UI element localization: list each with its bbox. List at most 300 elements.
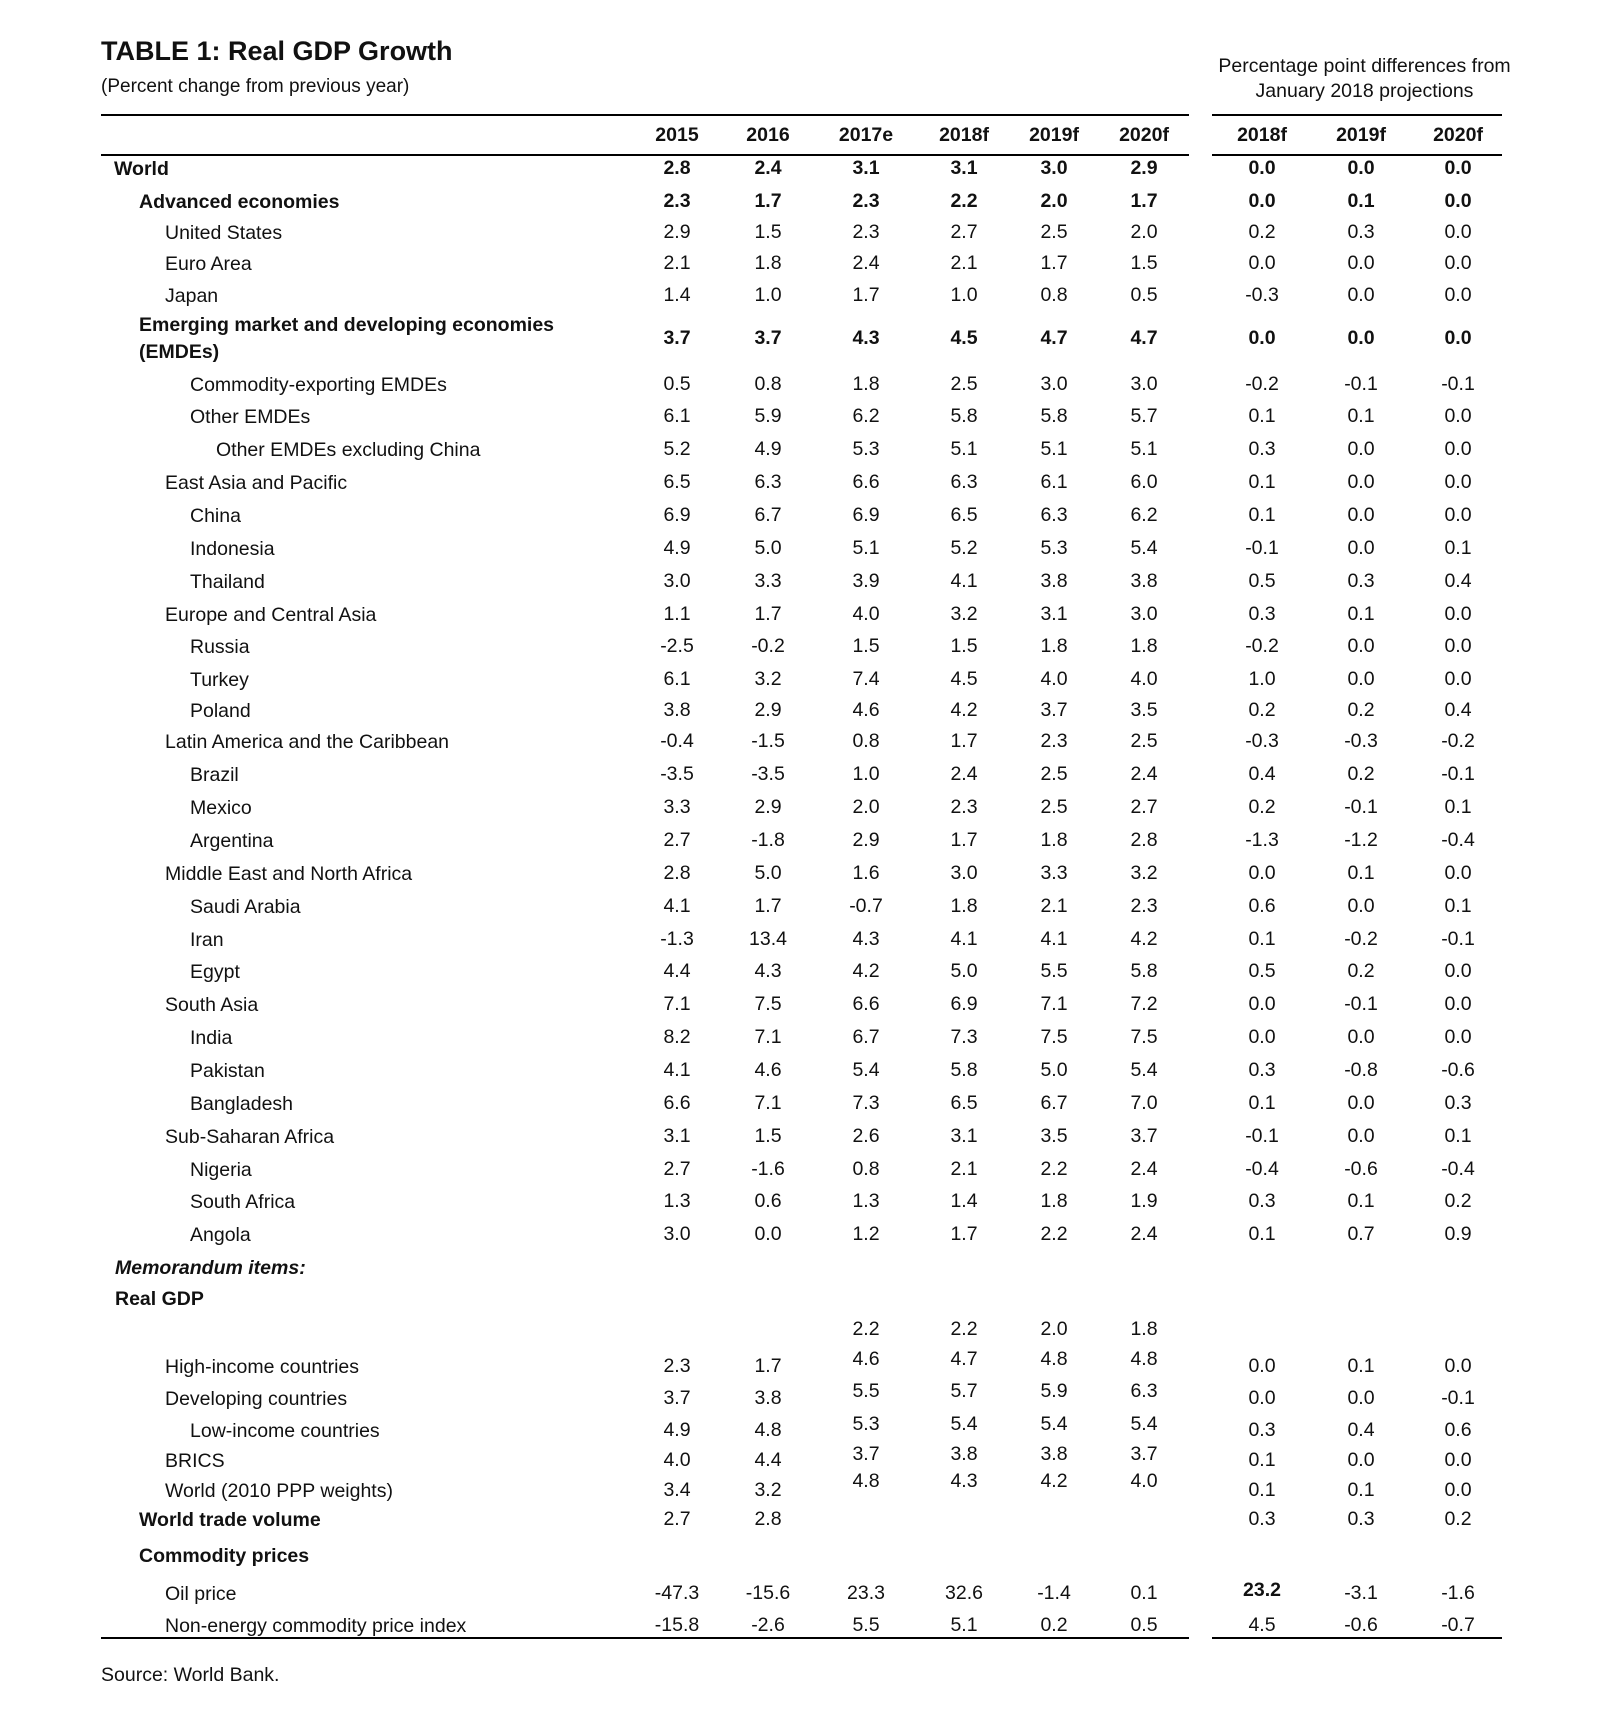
cell-2016: 4.3	[754, 960, 782, 982]
diff-cell-2019f: -0.2	[1344, 928, 1378, 950]
cell-2019f: 3.5	[1040, 1125, 1068, 1147]
cell-2020f: 1.8	[1130, 635, 1158, 657]
diff-cell-2019f: 0.0	[1347, 1092, 1375, 1114]
diff-cell-2020f: -0.4	[1441, 1158, 1475, 1180]
diff-cell-2020f: -1.6	[1441, 1582, 1475, 1604]
row-label: Non-energy commodity price index	[165, 1615, 467, 1637]
cell-2016: 1.7	[754, 603, 782, 625]
cell-2016: 3.3	[754, 570, 782, 592]
cell-2020f: 3.7	[1130, 1443, 1158, 1465]
diff-cell-2020f: 0.3	[1444, 1092, 1472, 1114]
diff-cell-2020f: 0.0	[1444, 668, 1472, 690]
cell-2020f: 0.5	[1130, 284, 1158, 306]
cell-2016: 1.8	[754, 252, 782, 274]
diff-cell-2020f: 0.1	[1444, 1125, 1472, 1147]
cell-2020f: 1.9	[1130, 1190, 1158, 1212]
row-label: Egypt	[190, 961, 240, 983]
diff-cell-2019f: 0.2	[1347, 960, 1375, 982]
cell-2018f: 6.5	[950, 1092, 978, 1114]
diff-cell-2020f: 0.0	[1444, 1449, 1472, 1471]
cell-2018f: 32.6	[945, 1582, 983, 1604]
cell-2018f: 5.0	[950, 960, 978, 982]
cell-2020f: 3.0	[1130, 373, 1158, 395]
diff-cell-2018f: 0.0	[1248, 190, 1276, 212]
cell-2018f: 5.1	[950, 1614, 978, 1636]
cell-2020f: 1.5	[1130, 252, 1158, 274]
row-label: Pakistan	[190, 1060, 265, 1082]
cell-2015: 1.3	[663, 1190, 691, 1212]
diff-cell-2020f: 0.9	[1444, 1223, 1472, 1245]
cell-2018f: 1.8	[950, 895, 978, 917]
cell-2019f: 1.7	[1040, 252, 1068, 274]
cell-2017e: 4.6	[852, 1348, 880, 1370]
cell-2020f: 0.5	[1130, 1614, 1158, 1636]
cell-2017e: 1.5	[852, 635, 880, 657]
cell-2019f: 2.5	[1040, 796, 1068, 818]
diff-cell-2019f: 0.2	[1347, 763, 1375, 785]
cell-2015: 6.9	[663, 504, 691, 526]
cell-2016: 1.5	[754, 221, 782, 243]
cell-2020f: 3.2	[1130, 862, 1158, 884]
cell-2019f: -1.4	[1037, 1582, 1071, 1604]
diff-cell-2019f: 0.3	[1347, 570, 1375, 592]
cell-2018f: 1.5	[950, 635, 978, 657]
cell-2016: 4.4	[754, 1449, 782, 1471]
cell-2018f: 4.1	[950, 928, 978, 950]
diff-cell-2019f: -1.2	[1344, 829, 1378, 851]
cell-2016: 3.8	[754, 1387, 782, 1409]
cell-2018f: 6.9	[950, 993, 978, 1015]
diff-cell-2020f: -0.2	[1441, 730, 1475, 752]
row-label: Memorandum items:	[115, 1257, 306, 1279]
diff-cell-2018f: 0.1	[1248, 471, 1276, 493]
row-label: Middle East and North Africa	[165, 863, 413, 885]
diff-cell-2018f: 0.1	[1248, 405, 1276, 427]
cell-2018f: 2.3	[950, 796, 978, 818]
cell-2019f: 4.8	[1040, 1348, 1068, 1370]
cell-2016: 1.7	[754, 895, 782, 917]
cell-2015: 3.7	[663, 1387, 691, 1409]
cell-2018f: 2.5	[950, 373, 978, 395]
cell-2020f: 5.4	[1130, 1413, 1158, 1435]
diff-cell-2018f: 0.0	[1248, 157, 1276, 179]
cell-2020f: 4.7	[1130, 327, 1158, 349]
cell-2015: 2.8	[663, 157, 691, 179]
diff-cell-2019f: 0.0	[1347, 668, 1375, 690]
cell-2016: 3.2	[754, 668, 782, 690]
cell-2015: 0.5	[663, 373, 691, 395]
cell-2015: -1.3	[660, 928, 694, 950]
diff-cell-2019f: 0.0	[1347, 252, 1375, 274]
cell-2017e: 1.0	[852, 763, 880, 785]
cell-2018f: 5.8	[950, 1059, 978, 1081]
diff-cell-2019f: 0.3	[1347, 221, 1375, 243]
diff-cell-2018f: -0.2	[1245, 635, 1279, 657]
cell-2018f: 4.5	[950, 327, 978, 349]
cell-2019f: 5.1	[1040, 438, 1068, 460]
diff-cell-2019f: 0.0	[1347, 471, 1375, 493]
cell-2020f: 2.7	[1130, 796, 1158, 818]
cell-2017e: -0.7	[849, 895, 883, 917]
diff-cell-2020f: 0.1	[1444, 796, 1472, 818]
cell-2020f: 2.8	[1130, 829, 1158, 851]
cell-2016: 3.7	[754, 327, 782, 349]
row-label: South Asia	[165, 994, 259, 1016]
row-label: Russia	[190, 636, 250, 658]
diff-cell-2020f: 0.0	[1444, 993, 1472, 1015]
cell-2017e: 6.2	[852, 405, 880, 427]
diff-cell-2019f: 0.0	[1347, 157, 1375, 179]
cell-2015: -3.5	[660, 763, 694, 785]
row-label: Mexico	[190, 797, 252, 819]
cell-2015: 2.3	[663, 1355, 691, 1377]
cell-2017e: 3.7	[852, 1443, 880, 1465]
cell-2015: 5.2	[663, 438, 691, 460]
cell-2017e: 1.7	[852, 284, 880, 306]
diff-cell-2020f: 0.6	[1444, 1419, 1472, 1441]
row-label: Latin America and the Caribbean	[165, 731, 450, 753]
diff-cell-2020f: -0.1	[1441, 763, 1475, 785]
diff-column-header-2020f: 2020f	[1433, 124, 1483, 146]
cell-2018f: 7.3	[950, 1026, 978, 1048]
cell-2020f: 5.7	[1130, 405, 1158, 427]
row-label: BRICS	[165, 1450, 225, 1472]
diff-column-header-2018f: 2018f	[1237, 124, 1287, 146]
cell-2016: 2.9	[754, 699, 782, 721]
cell-2018f: 2.4	[950, 763, 978, 785]
diff-cell-2019f: 0.0	[1347, 1125, 1375, 1147]
diff-cell-2019f: -0.3	[1344, 730, 1378, 752]
top-rule-left	[101, 114, 1189, 116]
diff-cell-2020f: -0.1	[1441, 373, 1475, 395]
cell-2015: 6.1	[663, 668, 691, 690]
cell-2019f: 3.3	[1040, 862, 1068, 884]
cell-2015: -15.8	[654, 1614, 700, 1636]
cell-2016: 3.2	[754, 1479, 782, 1501]
cell-2017e: 2.4	[852, 252, 880, 274]
column-header-2019f: 2019f	[1029, 124, 1079, 146]
cell-2018f: 3.1	[950, 157, 978, 179]
diff-cell-2019f: 0.0	[1347, 1026, 1375, 1048]
cell-2019f: 4.2	[1040, 1470, 1068, 1492]
diff-cell-2019f: -0.1	[1344, 993, 1378, 1015]
cell-2016: 0.6	[754, 1190, 782, 1212]
cell-2015: 1.4	[663, 284, 691, 306]
cell-2019f: 3.1	[1040, 603, 1068, 625]
row-label: East Asia and Pacific	[165, 472, 348, 494]
cell-2016: 7.5	[754, 993, 782, 1015]
cell-2019f: 6.3	[1040, 504, 1068, 526]
cell-2020f: 2.4	[1130, 763, 1158, 785]
diff-cell-2019f: 0.0	[1347, 284, 1375, 306]
cell-2019f: 3.8	[1040, 570, 1068, 592]
cell-2016: 2.8	[754, 1508, 782, 1530]
row-label: Bangladesh	[190, 1093, 294, 1115]
diff-cell-2018f: 0.5	[1248, 570, 1276, 592]
cell-2016: 5.9	[754, 405, 782, 427]
diff-cell-2018f: 4.5	[1248, 1614, 1276, 1636]
diff-cell-2020f: 0.0	[1444, 504, 1472, 526]
cell-2019f: 6.1	[1040, 471, 1068, 493]
column-header-2016: 2016	[746, 124, 790, 146]
cell-2019f: 1.8	[1040, 1190, 1068, 1212]
cell-2016: 4.8	[754, 1419, 782, 1441]
diff-cell-2018f: 0.0	[1248, 1387, 1276, 1409]
cell-2015: 4.9	[663, 537, 691, 559]
diff-cell-2018f: -0.3	[1245, 284, 1279, 306]
diff-column-header-2019f: 2019f	[1336, 124, 1386, 146]
cell-2017e: 6.9	[852, 504, 880, 526]
bottom-rule-right	[1212, 1637, 1502, 1639]
cell-2016: 1.5	[754, 1125, 782, 1147]
cell-2015: 2.7	[663, 1508, 691, 1530]
diff-cell-2018f: 0.0	[1248, 862, 1276, 884]
diff-cell-2018f: 0.2	[1248, 221, 1276, 243]
row-label: Other EMDEs excluding China	[216, 439, 481, 461]
diff-cell-2019f: 0.0	[1347, 504, 1375, 526]
cell-2017e: 1.8	[852, 373, 880, 395]
cell-2020f: 0.1	[1130, 1582, 1158, 1604]
diff-cell-2018f: 0.1	[1248, 928, 1276, 950]
diff-cell-2019f: 0.1	[1347, 1355, 1375, 1377]
cell-2016: 0.0	[754, 1223, 782, 1245]
diff-header: Percentage point differences from January 2018 projections	[1218, 55, 1511, 102]
diff-cell-2020f: -0.1	[1441, 928, 1475, 950]
cell-2017e: 2.0	[852, 796, 880, 818]
column-header-2020f: 2020f	[1119, 124, 1169, 146]
cell-2015: 4.1	[663, 1059, 691, 1081]
cell-2017e: 0.8	[852, 1158, 880, 1180]
row-label: Advanced economies	[139, 191, 340, 213]
diff-cell-2018f: -0.2	[1245, 373, 1279, 395]
cell-2018f: 2.2	[950, 190, 978, 212]
cell-2020f: 2.3	[1130, 895, 1158, 917]
diff-cell-2018f: 0.1	[1248, 1223, 1276, 1245]
diff-cell-2019f: 0.0	[1347, 1449, 1375, 1471]
cell-2020f: 4.2	[1130, 928, 1158, 950]
cell-2016: 6.3	[754, 471, 782, 493]
row-label: Developing countries	[165, 1388, 348, 1410]
diff-cell-2018f: 0.1	[1248, 1092, 1276, 1114]
cell-2017e: 4.6	[852, 699, 880, 721]
cell-2018f: 2.2	[950, 1318, 978, 1340]
header-rule-right	[1212, 154, 1502, 156]
cell-2016: -1.5	[751, 730, 785, 752]
cell-2020f: 2.4	[1130, 1223, 1158, 1245]
cell-2015: 3.4	[663, 1479, 691, 1501]
cell-2018f: 2.1	[950, 252, 978, 274]
cell-2015: 4.1	[663, 895, 691, 917]
diff-cell-2018f: 0.3	[1248, 1508, 1276, 1530]
cell-2017e: 7.4	[852, 668, 880, 690]
row-label: Real GDP	[115, 1288, 204, 1310]
diff-cell-2019f: 0.7	[1347, 1223, 1375, 1245]
diff-cell-2020f: -0.1	[1441, 1387, 1475, 1409]
cell-2017e: 5.1	[852, 537, 880, 559]
cell-2015: 2.3	[663, 190, 691, 212]
cell-2015: 3.3	[663, 796, 691, 818]
row-label: Commodity prices	[139, 1545, 310, 1567]
diff-cell-2020f: -0.4	[1441, 829, 1475, 851]
cell-2016: 5.0	[754, 537, 782, 559]
diff-cell-2020f: -0.6	[1441, 1059, 1475, 1081]
cell-2020f: 5.1	[1130, 438, 1158, 460]
diff-cell-2020f: 0.0	[1444, 1479, 1472, 1501]
diff-cell-2019f: -0.6	[1344, 1614, 1378, 1636]
cell-2017e: 23.3	[847, 1582, 885, 1604]
cell-2019f: 2.5	[1040, 221, 1068, 243]
column-header-2015: 2015	[655, 124, 699, 146]
cell-2018f: 6.5	[950, 504, 978, 526]
diff-cell-2019f: -0.1	[1344, 796, 1378, 818]
header-rule-left	[101, 154, 1189, 156]
cell-2018f: 1.7	[950, 1223, 978, 1245]
diff-cell-2020f: 0.0	[1444, 157, 1472, 179]
cell-2017e: 5.5	[852, 1380, 880, 1402]
row-label: High-income countries	[165, 1356, 360, 1378]
cell-2020f: 5.4	[1130, 1059, 1158, 1081]
cell-2019f: 5.3	[1040, 537, 1068, 559]
row-label: World trade volume	[139, 1509, 321, 1531]
cell-2019f: 5.4	[1040, 1413, 1068, 1435]
diff-cell-2018f: 0.5	[1248, 960, 1276, 982]
diff-cell-2020f: 0.0	[1444, 862, 1472, 884]
cell-2017e: 0.8	[852, 730, 880, 752]
cell-2018f: 5.4	[950, 1413, 978, 1435]
diff-cell-2019f: 0.0	[1347, 327, 1375, 349]
cell-2019f: 2.0	[1040, 1318, 1068, 1340]
cell-2018f: 1.4	[950, 1190, 978, 1212]
cell-2020f: 7.5	[1130, 1026, 1158, 1048]
cell-2017e: 4.3	[852, 928, 880, 950]
row-label: Europe and Central Asia	[165, 604, 377, 626]
cell-2020f: 4.0	[1130, 668, 1158, 690]
cell-2016: 4.9	[754, 438, 782, 460]
cell-2018f: 4.7	[950, 1348, 978, 1370]
cell-2018f: 5.2	[950, 537, 978, 559]
cell-2017e: 2.3	[852, 190, 880, 212]
cell-2015: 3.7	[663, 327, 691, 349]
cell-2017e: 6.6	[852, 471, 880, 493]
row-label: United States	[165, 222, 283, 244]
diff-cell-2018f: 0.1	[1248, 504, 1276, 526]
cell-2016: 0.8	[754, 373, 782, 395]
cell-2016: 1.7	[754, 1355, 782, 1377]
diff-cell-2020f: 0.0	[1444, 327, 1472, 349]
cell-2015: 6.6	[663, 1092, 691, 1114]
diff-cell-2019f: 0.3	[1347, 1508, 1375, 1530]
cell-2019f: 2.2	[1040, 1158, 1068, 1180]
cell-2017e: 5.5	[852, 1614, 880, 1636]
cell-2019f: 2.2	[1040, 1223, 1068, 1245]
cell-2019f: 3.0	[1040, 157, 1068, 179]
diff-cell-2019f: 0.1	[1347, 603, 1375, 625]
cell-2019f: 3.7	[1040, 699, 1068, 721]
cell-2015: 1.1	[663, 603, 691, 625]
row-label: Iran	[190, 929, 224, 951]
diff-cell-2018f: -0.3	[1245, 730, 1279, 752]
cell-2015: -47.3	[654, 1582, 700, 1604]
cell-2015: 2.1	[663, 252, 691, 274]
row-label: Euro Area	[165, 253, 252, 275]
cell-2019f: 2.5	[1040, 763, 1068, 785]
row-label: South Africa	[190, 1191, 296, 1213]
cell-2018f: 5.1	[950, 438, 978, 460]
diff-cell-2018f: 0.4	[1248, 763, 1276, 785]
row-label: Other EMDEs	[190, 406, 311, 428]
cell-2018f: 4.3	[950, 1470, 978, 1492]
row-label: India	[190, 1027, 233, 1049]
row-label: Brazil	[190, 764, 239, 786]
cell-2019f: 4.7	[1040, 327, 1068, 349]
diff-cell-2020f: 0.0	[1444, 1026, 1472, 1048]
diff-cell-2019f: -0.8	[1344, 1059, 1378, 1081]
cell-2017e: 1.2	[852, 1223, 880, 1245]
cell-2018f: 5.7	[950, 1380, 978, 1402]
cell-2020f: 3.8	[1130, 570, 1158, 592]
table-subtitle: (Percent change from previous year)	[101, 76, 410, 97]
cell-2019f: 2.0	[1040, 190, 1068, 212]
diff-cell-2019f: -0.6	[1344, 1158, 1378, 1180]
cell-2020f: 6.2	[1130, 504, 1158, 526]
cell-2015: 6.5	[663, 471, 691, 493]
diff-cell-2018f: 0.2	[1248, 796, 1276, 818]
cell-2015: 4.0	[663, 1449, 691, 1471]
cell-2015: 4.4	[663, 960, 691, 982]
cell-2020f: 4.8	[1130, 1348, 1158, 1370]
cell-2018f: 3.8	[950, 1443, 978, 1465]
diff-cell-2018f: 0.0	[1248, 1026, 1276, 1048]
diff-cell-2018f: -1.3	[1245, 829, 1279, 851]
cell-2016: -2.6	[751, 1614, 785, 1636]
cell-2019f: 5.5	[1040, 960, 1068, 982]
cell-2016: -1.8	[751, 829, 785, 851]
diff-cell-2018f: 0.1	[1248, 1479, 1276, 1501]
cell-2015: -2.5	[660, 635, 694, 657]
cell-2017e: 6.6	[852, 993, 880, 1015]
cell-2015: 3.8	[663, 699, 691, 721]
diff-cell-2018f: -0.1	[1245, 537, 1279, 559]
column-header-2017e: 2017e	[838, 124, 894, 146]
row-label	[139, 312, 554, 366]
cell-2019f: 5.9	[1040, 1380, 1068, 1402]
row-label: Argentina	[190, 830, 274, 852]
cell-2015: 4.9	[663, 1419, 691, 1441]
cell-2016: 2.9	[754, 796, 782, 818]
diff-cell-2019f: 0.1	[1347, 405, 1375, 427]
row-label: Sub-Saharan Africa	[165, 1126, 335, 1148]
diff-cell-2020f: 0.2	[1444, 1508, 1472, 1530]
cell-2017e: 1.6	[852, 862, 880, 884]
row-label: World	[114, 158, 169, 180]
diff-cell-2019f: -3.1	[1344, 1582, 1378, 1604]
cell-2016: 7.1	[754, 1092, 782, 1114]
cell-2018f: 2.7	[950, 221, 978, 243]
diff-cell-2018f: 0.6	[1248, 895, 1276, 917]
diff-cell-2020f: 0.2	[1444, 1190, 1472, 1212]
cell-2018f: 5.8	[950, 405, 978, 427]
diff-cell-2020f: 0.0	[1444, 960, 1472, 982]
cell-2016: -1.6	[751, 1158, 785, 1180]
diff-cell-2018f: 0.0	[1248, 327, 1276, 349]
cell-2019f: 5.8	[1040, 405, 1068, 427]
cell-2020f: 6.3	[1130, 1380, 1158, 1402]
cell-2017e: 6.7	[852, 1026, 880, 1048]
cell-2017e: 4.2	[852, 960, 880, 982]
row-label: Poland	[190, 700, 251, 722]
cell-2020f: 5.8	[1130, 960, 1158, 982]
cell-2018f: 1.7	[950, 829, 978, 851]
